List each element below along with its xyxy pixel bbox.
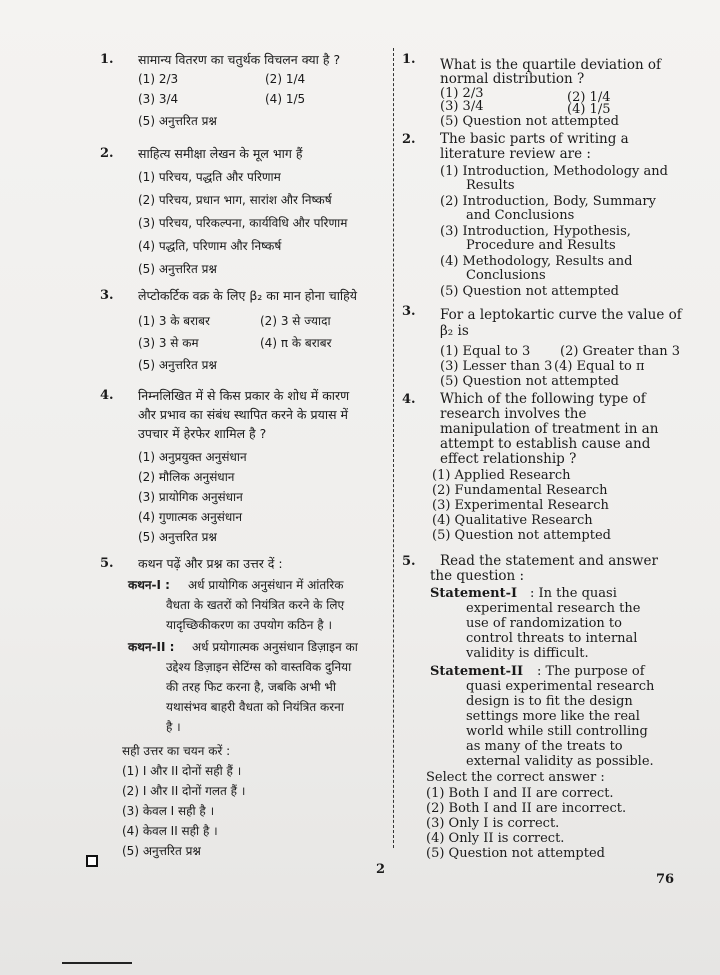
question-number: 4. — [402, 392, 416, 407]
statement-1-line: control threats to internal — [466, 631, 638, 646]
option-3: (3) Introduction, Hypothesis, — [440, 224, 631, 239]
page-number-center: 2 — [376, 862, 386, 877]
option-1-cont: Results — [466, 178, 515, 193]
question-text-line: effect relationship ? — [440, 451, 577, 467]
question-number: 1. — [100, 52, 114, 67]
question-text-line: manipulation of treatment in an — [440, 421, 659, 437]
option-3: (3) केवल I सही है । — [122, 804, 215, 818]
question-text: लेप्टोकर्टिक वक्र के लिए β₂ का मान होना चाहिये — [138, 288, 358, 303]
option-4: (4) गुणात्मक अनुसंधान — [138, 510, 243, 524]
option-4: (4) Equal to π — [554, 359, 645, 374]
question-number: 5. — [402, 554, 416, 569]
question-text-line: β₂ is — [440, 323, 469, 339]
option-3: (3) 3/4 — [440, 99, 484, 114]
statement-1-head: Statement-I — [430, 586, 518, 601]
option-3-cont: Procedure and Results — [466, 238, 616, 253]
statement-2-line: settings more like the real — [466, 709, 640, 724]
option-4: (4) पद्धति, परिणाम और निष्कर्ष — [138, 239, 282, 253]
option-1: (1) Applied Research — [432, 468, 571, 483]
statement-2-line: world while still controlling — [466, 724, 648, 739]
question-text-line: attempt to establish cause and — [440, 436, 651, 452]
question-text-line: normal distribution ? — [440, 71, 585, 87]
question-number: 2. — [100, 146, 114, 161]
statement-1-line: वैधता के खतरों को नियंत्रित करने के लिए — [166, 598, 345, 612]
option-3: (3) परिचय, परिकल्पना, कार्यविधि और परिणाम — [138, 216, 348, 230]
question-number: 4. — [100, 388, 114, 403]
question-text-line: For a leptokartic curve the value of — [440, 307, 682, 323]
option-5: (5) Question not attempted — [440, 374, 619, 389]
statement-2-line: quasi experimental research — [466, 679, 655, 694]
option-4: (4) Methodology, Results and — [440, 254, 633, 269]
question-text-line: the question : — [430, 568, 525, 584]
statement-2-head: Statement-II — [430, 664, 524, 679]
statement-2-line: है । — [166, 720, 181, 734]
question-number: 5. — [100, 556, 114, 571]
question-text: कथन पढ़ें और प्रश्न का उत्तर दें : — [138, 556, 283, 571]
question-text: साहित्य समीक्षा लेखन के मूल भाग हैं — [138, 146, 303, 161]
option-1: (1) 3 के बराबर — [138, 314, 210, 328]
option-3: (3) प्रायोगिक अनुसंधान — [138, 490, 243, 504]
option-5: (5) अनुत्तरित प्रश्न — [138, 358, 217, 372]
option-2: (2) Introduction, Body, Summary — [440, 194, 656, 209]
statement-2-line: external validity as possible. — [466, 754, 654, 769]
question-number: 2. — [402, 132, 416, 147]
question-text-line: The basic parts of writing a — [440, 131, 629, 147]
option-5: (5) अनुत्तरित प्रश्न — [138, 262, 217, 276]
page-number-right: 76 — [656, 872, 675, 887]
question-text-line: What is the quartile deviation of — [440, 57, 662, 73]
option-1: (1) अनुप्रयुक्त अनुसंधान — [138, 450, 247, 464]
option-2: (2) Fundamental Research — [432, 483, 608, 498]
statement-2-line: की तरह फिट करना है, जबकि अभी भी — [166, 680, 336, 694]
option-1: (1) Introduction, Methodology and — [440, 164, 668, 179]
select-instruction: सही उत्तर का चयन करें : — [122, 744, 231, 758]
statement-1-head: कथन-I : — [128, 578, 170, 592]
option-5: (5) Question not attempted — [432, 528, 611, 543]
question-text-line: और प्रभाव का संबंध स्थापित करने के प्रयास में — [138, 407, 348, 422]
statement-2-line: अर्ध प्रयोगात्मक अनुसंधान डिज़ाइन का — [192, 640, 358, 654]
option-5: (5) अनुत्तरित प्रश्न — [138, 530, 217, 544]
option-2: (2) मौलिक अनुसंधान — [138, 470, 235, 484]
option-1: (1) 2/3 — [440, 86, 484, 101]
option-3: (3) 3/4 — [138, 92, 179, 106]
statement-2-line: as many of the treats to — [466, 739, 623, 754]
question-number: 3. — [100, 288, 114, 303]
option-1: (1) परिचय, पद्धति और परिणाम — [138, 170, 281, 184]
statement-1-line: : In the quasi — [530, 586, 617, 601]
option-1: (1) Equal to 3 — [440, 344, 531, 359]
statement-1-line: अर्ध प्रायोगिक अनुसंधान में आंतरिक — [188, 578, 344, 592]
option-2: (2) Greater than 3 — [560, 344, 680, 359]
statement-2-line: उद्देश्य डिज़ाइन सेटिंग्स को वास्तविक दुनिया — [166, 660, 352, 674]
footer-rule — [62, 962, 132, 964]
option-2: (2) Both I and II are incorrect. — [426, 801, 627, 816]
question-number: 1. — [402, 52, 416, 67]
option-2: (2) 1/4 — [567, 90, 611, 105]
option-1: (1) I और II दोनों सही हैं । — [122, 764, 242, 778]
statement-1-line: validity is difficult. — [466, 646, 589, 661]
question-text-line: Read the statement and answer — [440, 553, 658, 569]
option-3: (3) Only I is correct. — [426, 816, 560, 831]
option-4: (4) Only II is correct. — [426, 831, 565, 846]
option-4: (4) 1/5 — [265, 92, 306, 106]
statement-1-line: use of randomization to — [466, 616, 622, 631]
statement-2-line: : The purpose of — [537, 664, 645, 679]
option-5: (5) Question not attempted — [440, 284, 619, 299]
question-number: 3. — [402, 304, 416, 319]
question-text-line: literature review are : — [440, 146, 591, 162]
option-2: (2) I और II दोनों गलत हैं । — [122, 784, 246, 798]
column-divider — [393, 48, 395, 848]
option-5: (5) अनुत्तरित प्रश्न — [138, 114, 217, 128]
statement-1-line: यादृच्छिकीकरण का उपयोग कठिन है । — [166, 618, 332, 632]
option-4: (4) π के बराबर — [260, 336, 332, 350]
option-3: (3) Experimental Research — [432, 498, 609, 513]
option-2: (2) 1/4 — [265, 72, 306, 86]
option-5: (5) Question not attempted — [426, 846, 605, 861]
statement-1-line: experimental research the — [466, 601, 641, 616]
statement-2-line: design is to fit the design — [466, 694, 633, 709]
option-4: (4) 1/5 — [567, 102, 611, 117]
option-1: (1) 2/3 — [138, 72, 179, 86]
question-text-line: उपचार में हेरफेर शामिल है ? — [138, 426, 267, 441]
option-1: (1) Both I and II are correct. — [426, 786, 614, 801]
option-2: (2) 3 से ज्यादा — [260, 314, 331, 328]
corner-box-icon — [86, 855, 98, 867]
option-5: (5) अनुत्तरित प्रश्न — [122, 844, 201, 858]
option-4: (4) केवल II सही है । — [122, 824, 218, 838]
question-text: सामान्य वितरण का चतुर्थक विचलन क्या है ? — [138, 52, 341, 67]
option-2: (2) परिचय, प्रधान भाग, सारांश और निष्कर्ष — [138, 193, 332, 207]
statement-2-line: यथासंभव बाहरी वैधता को नियंत्रित करना — [166, 700, 344, 714]
statement-2-head: कथन-II : — [128, 640, 175, 654]
question-text-line: Which of the following type of — [440, 391, 646, 407]
question-text-line: research involves the — [440, 406, 587, 422]
select-instruction: Select the correct answer : — [426, 770, 605, 785]
question-text-line: निम्नलिखित में से किस प्रकार के शोध में कारण — [138, 388, 350, 403]
option-3: (3) 3 से कम — [138, 336, 199, 350]
option-3: (3) Lesser than 3 — [440, 359, 553, 374]
option-4-cont: Conclusions — [466, 268, 546, 283]
option-4: (4) Qualitative Research — [432, 513, 593, 528]
option-5: (5) Question not attempted — [440, 114, 619, 129]
option-2-cont: and Conclusions — [466, 208, 575, 223]
